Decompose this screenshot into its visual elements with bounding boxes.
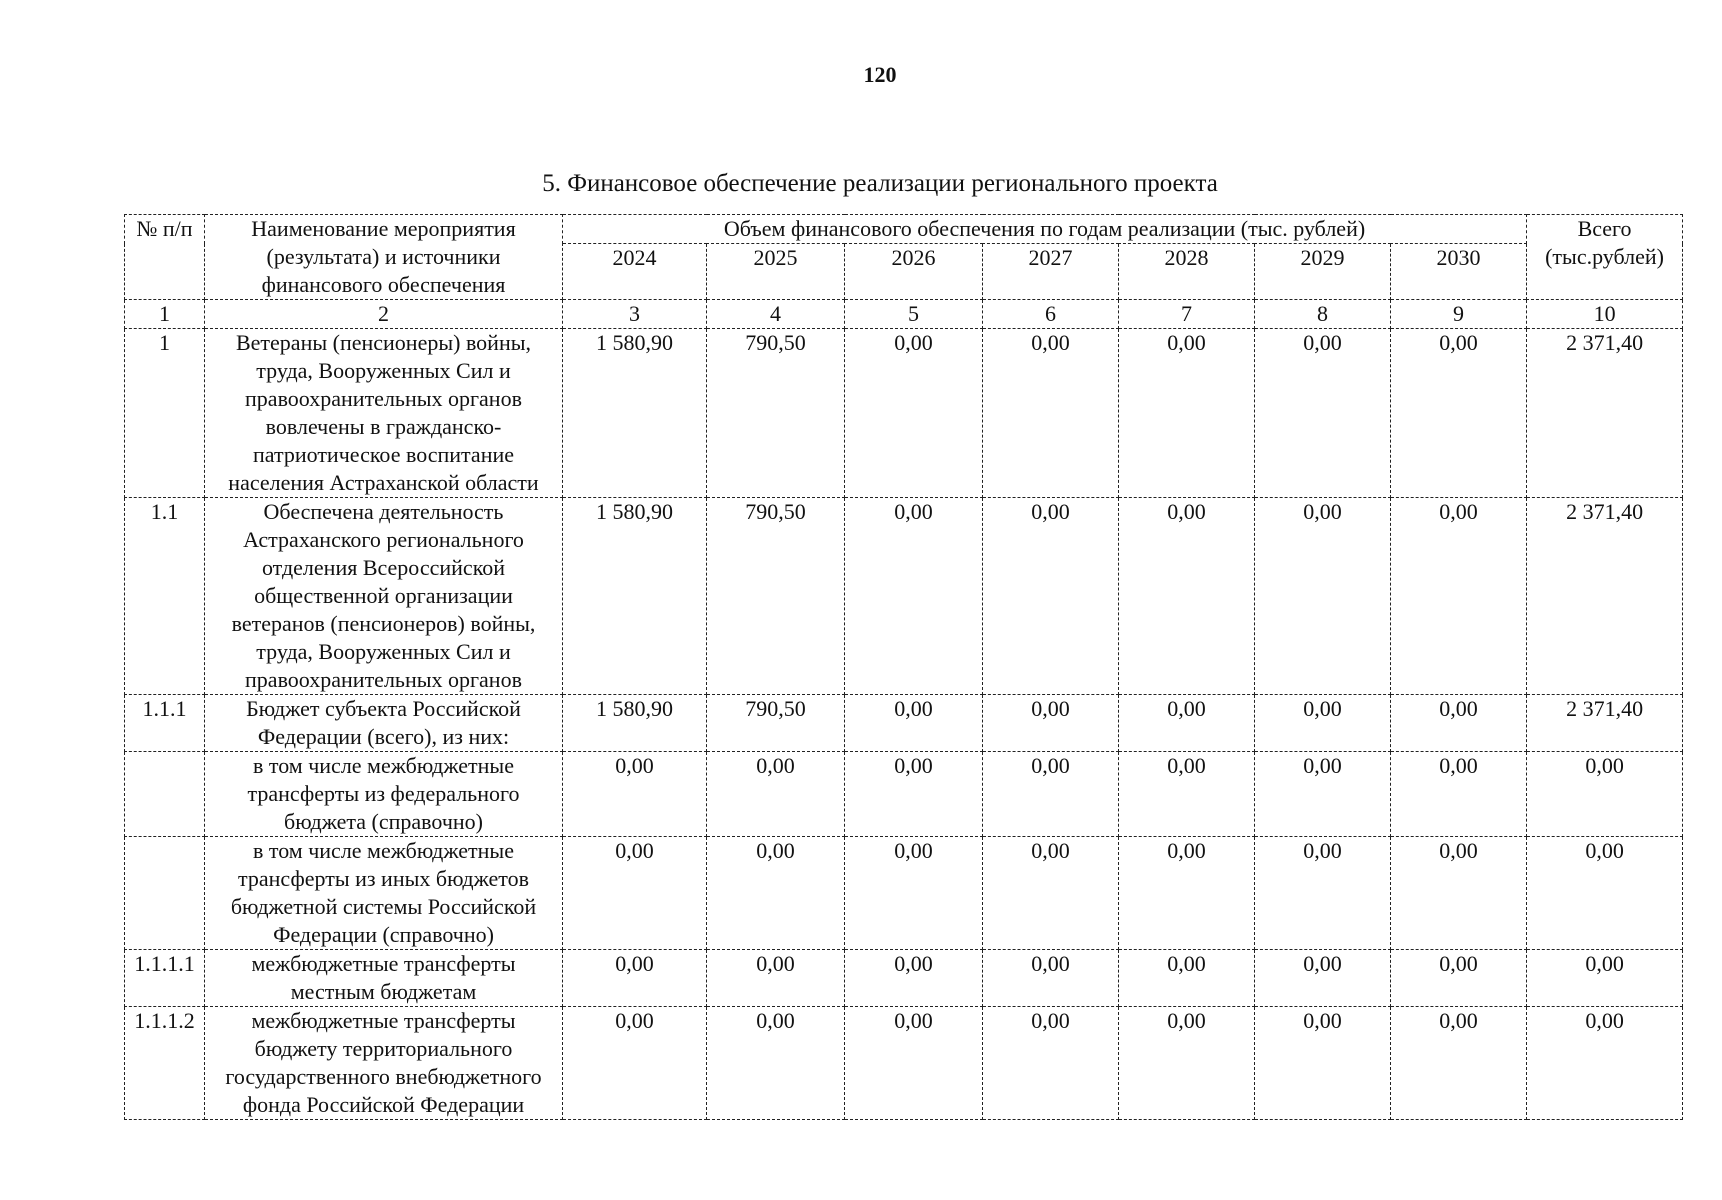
column-number: 10 [1527,300,1683,329]
row-value: 0,00 [983,837,1119,950]
row-name: Бюджет субъекта Российской Федерации (всего), из них: [205,695,563,752]
column-number-row [125,300,1683,329]
row-total: 0,00 [1527,1007,1683,1120]
row-value: 0,00 [1391,329,1527,498]
row-value: 0,00 [1119,1007,1255,1120]
row-number: 1.1.1.1 [125,950,205,1007]
row-value: 790,50 [707,498,845,695]
row-value: 0,00 [845,837,983,950]
row-name: в том числе межбюджетные трансферты из иных бюджетов бюджетной системы Российской Федерации (справочно) [205,837,563,950]
table-row [125,498,1683,695]
row-value: 0,00 [563,752,707,837]
row-value: 0,00 [1391,498,1527,695]
row-value: 0,00 [1255,752,1391,837]
table-row [125,329,1683,498]
header-year: 2024 [563,244,707,300]
row-value: 790,50 [707,695,845,752]
row-name: межбюджетные трансферты местным бюджетам [205,950,563,1007]
column-number: 4 [707,300,845,329]
row-value: 0,00 [1255,498,1391,695]
table-row [125,837,1683,950]
section-title: 5. Финансовое обеспечение реализации регионального проекта [542,170,1218,197]
row-value: 0,00 [845,695,983,752]
column-number: 3 [563,300,707,329]
row-value: 0,00 [1391,837,1527,950]
row-value: 0,00 [1255,329,1391,498]
column-number: 2 [205,300,563,329]
column-number: 9 [1391,300,1527,329]
row-value: 0,00 [845,498,983,695]
table-row [125,950,1683,1007]
row-value: 0,00 [983,695,1119,752]
header-group: Объем финансового обеспечения по годам реализации (тыс. рублей) [563,215,1527,244]
row-value: 0,00 [1391,752,1527,837]
row-total: 0,00 [1527,950,1683,1007]
header-year: 2030 [1391,244,1527,300]
header-year: 2028 [1119,244,1255,300]
table-row [125,1007,1683,1120]
column-number: 7 [1119,300,1255,329]
column-number: 5 [845,300,983,329]
header-total: Всего (тыс.рублей) [1527,215,1683,300]
row-value: 0,00 [563,837,707,950]
row-value: 0,00 [1119,695,1255,752]
row-name: в том числе межбюджетные трансферты из федерального бюджета (справочно) [205,752,563,837]
row-value: 0,00 [1119,498,1255,695]
row-number [125,837,205,950]
row-value: 0,00 [845,950,983,1007]
row-value: 0,00 [1255,837,1391,950]
row-value: 0,00 [707,752,845,837]
row-value: 790,50 [707,329,845,498]
row-value: 0,00 [1391,695,1527,752]
header-num: № п/п [125,215,205,300]
row-value: 0,00 [707,950,845,1007]
row-value: 0,00 [845,1007,983,1120]
row-value: 0,00 [707,837,845,950]
row-value: 0,00 [1119,950,1255,1007]
row-value: 0,00 [1391,1007,1527,1120]
row-value: 0,00 [1255,950,1391,1007]
header-year: 2026 [845,244,983,300]
table-row [125,695,1683,752]
page-number: 120 [863,62,897,87]
row-total: 2 371,40 [1527,498,1683,695]
header-year: 2025 [707,244,845,300]
row-value: 0,00 [983,498,1119,695]
header-year: 2029 [1255,244,1391,300]
row-name: межбюджетные трансферты бюджету территориального государственного внебюджетного фонда Российской Федерации [205,1007,563,1120]
row-total: 2 371,40 [1527,695,1683,752]
row-name: Ветераны (пенсионеры) войны, труда, Вооруженных Сил и правоохранительных органов вовлечены в гражданско- патриотическое воспитание населения Астраханской области [205,329,563,498]
row-total: 2 371,40 [1527,329,1683,498]
row-value: 1 580,90 [563,695,707,752]
row-value: 0,00 [1255,1007,1391,1120]
financing-table [124,214,1683,1120]
row-total: 0,00 [1527,837,1683,950]
row-value: 1 580,90 [563,498,707,695]
row-value: 0,00 [1391,950,1527,1007]
row-total: 0,00 [1527,752,1683,837]
row-value: 0,00 [845,752,983,837]
row-number: 1 [125,329,205,498]
column-number: 8 [1255,300,1391,329]
row-value: 0,00 [983,950,1119,1007]
row-value: 0,00 [983,329,1119,498]
row-value: 0,00 [707,1007,845,1120]
row-value: 0,00 [563,950,707,1007]
row-value: 0,00 [845,329,983,498]
row-number: 1.1 [125,498,205,695]
row-name: Обеспечена деятельность Астраханского регионального отделения Всероссийской общественной организации ветеранов (пенсионеров) войны, труда, Вооруженных Сил и правоохранительных органов [205,498,563,695]
table-row [125,752,1683,837]
row-value: 0,00 [563,1007,707,1120]
column-number: 6 [983,300,1119,329]
row-number: 1.1.1.2 [125,1007,205,1120]
header-year: 2027 [983,244,1119,300]
header-name: Наименование мероприятия (результата) и источники финансового обеспечения [205,215,563,300]
column-number: 1 [125,300,205,329]
row-value: 0,00 [1119,837,1255,950]
row-value: 0,00 [1255,695,1391,752]
row-value: 0,00 [983,752,1119,837]
row-value: 1 580,90 [563,329,707,498]
row-number: 1.1.1 [125,695,205,752]
row-value: 0,00 [1119,752,1255,837]
row-number [125,752,205,837]
row-value: 0,00 [983,1007,1119,1120]
row-value: 0,00 [1119,329,1255,498]
